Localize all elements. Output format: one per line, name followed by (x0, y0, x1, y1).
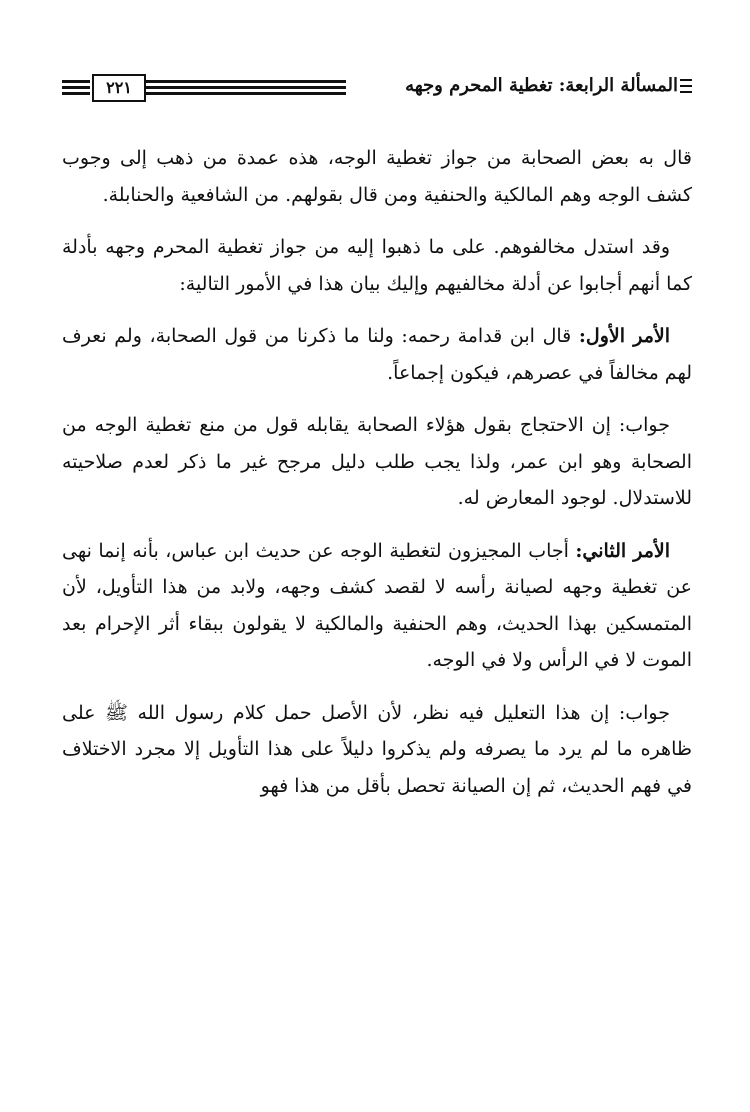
paragraph-text: جواب: إن الاحتجاج بقول هؤلاء الصحابة يقابله قول من منع تغطية الوجه من الصحابة وهو ابن عمر، ولذا يجب طلب دليل مرجح غير ما ذكر لعدم صلاحيته للاستدلال. لوجود المعارض له. (62, 414, 692, 509)
paragraph-lead: الأمر الأول: (578, 325, 671, 347)
paragraph-text: قال ابن قدامة رحمه: ولنا ما ذكرنا من قول الصحابة، ولم نعرف لهم مخالفاً في عصرهم، فيكون إجماعاً. (62, 325, 692, 384)
paragraph-text: قال به بعض الصحابة من جواز تغطية الوجه، هذه عمدة من ذهب إلى وجوب كشف الوجه وهم المالكية والحنفية ومن قال بقولهم. من الشافعية والحنابلة. (62, 147, 692, 206)
paragraph (62, 229, 692, 302)
paragraph (62, 407, 692, 517)
header-rule (62, 80, 90, 83)
header-rule (146, 80, 346, 83)
paragraph (62, 318, 692, 391)
running-title-text: المسألة الرابعة: تغطية المحرم وجهه (405, 75, 678, 96)
page-header (62, 72, 692, 106)
page-number: ٢٢١ (92, 74, 146, 102)
paragraph-text: جواب: إن هذا التعليل فيه نظر، لأن الأصل حمل كلام رسول الله ﷺ على ظاهره ما لم يرد ما يصرفه ولم يذكروا دليلاً على هذا التأويل إلا مجرد الاختلاف في فهم الحديث، ثم إن الصيانة تحصل بأقل من هذا فهو (62, 701, 692, 797)
paragraph-text: وقد استدل مخالفوهم. على ما ذهبوا إليه من جواز تغطية المحرم وجهه بأدلة كما أنهم أجابوا عن أدلة مخالفيهم وإليك بيان هذا في الأمور التالية: (62, 236, 692, 295)
paragraph-lead: الأمر الثاني: (575, 539, 670, 562)
running-title (352, 72, 692, 100)
header-rule (62, 86, 90, 89)
paragraph (62, 533, 692, 679)
paragraph (62, 140, 692, 213)
paragraph-text: أجاب المجيزون لتغطية الوجه عن حديث ابن عباس، بأنه إنما نهى عن تغطية وجهه لصيانة رأسه لا لقصد كشف وجهه، ولابد من هذا التأويل، لأن المتمسكين بهذا الحديث، وهم الحنفية والمالكية لا يقولون ببقاء أثر الإحرام بعد الموت لا في الرأس ولا في الوجه. (62, 539, 692, 671)
header-rule (146, 86, 346, 89)
title-marker-icon (680, 79, 692, 93)
header-rule (146, 92, 346, 95)
paragraph (62, 695, 692, 805)
header-rule (62, 92, 90, 95)
page-body (62, 140, 692, 820)
